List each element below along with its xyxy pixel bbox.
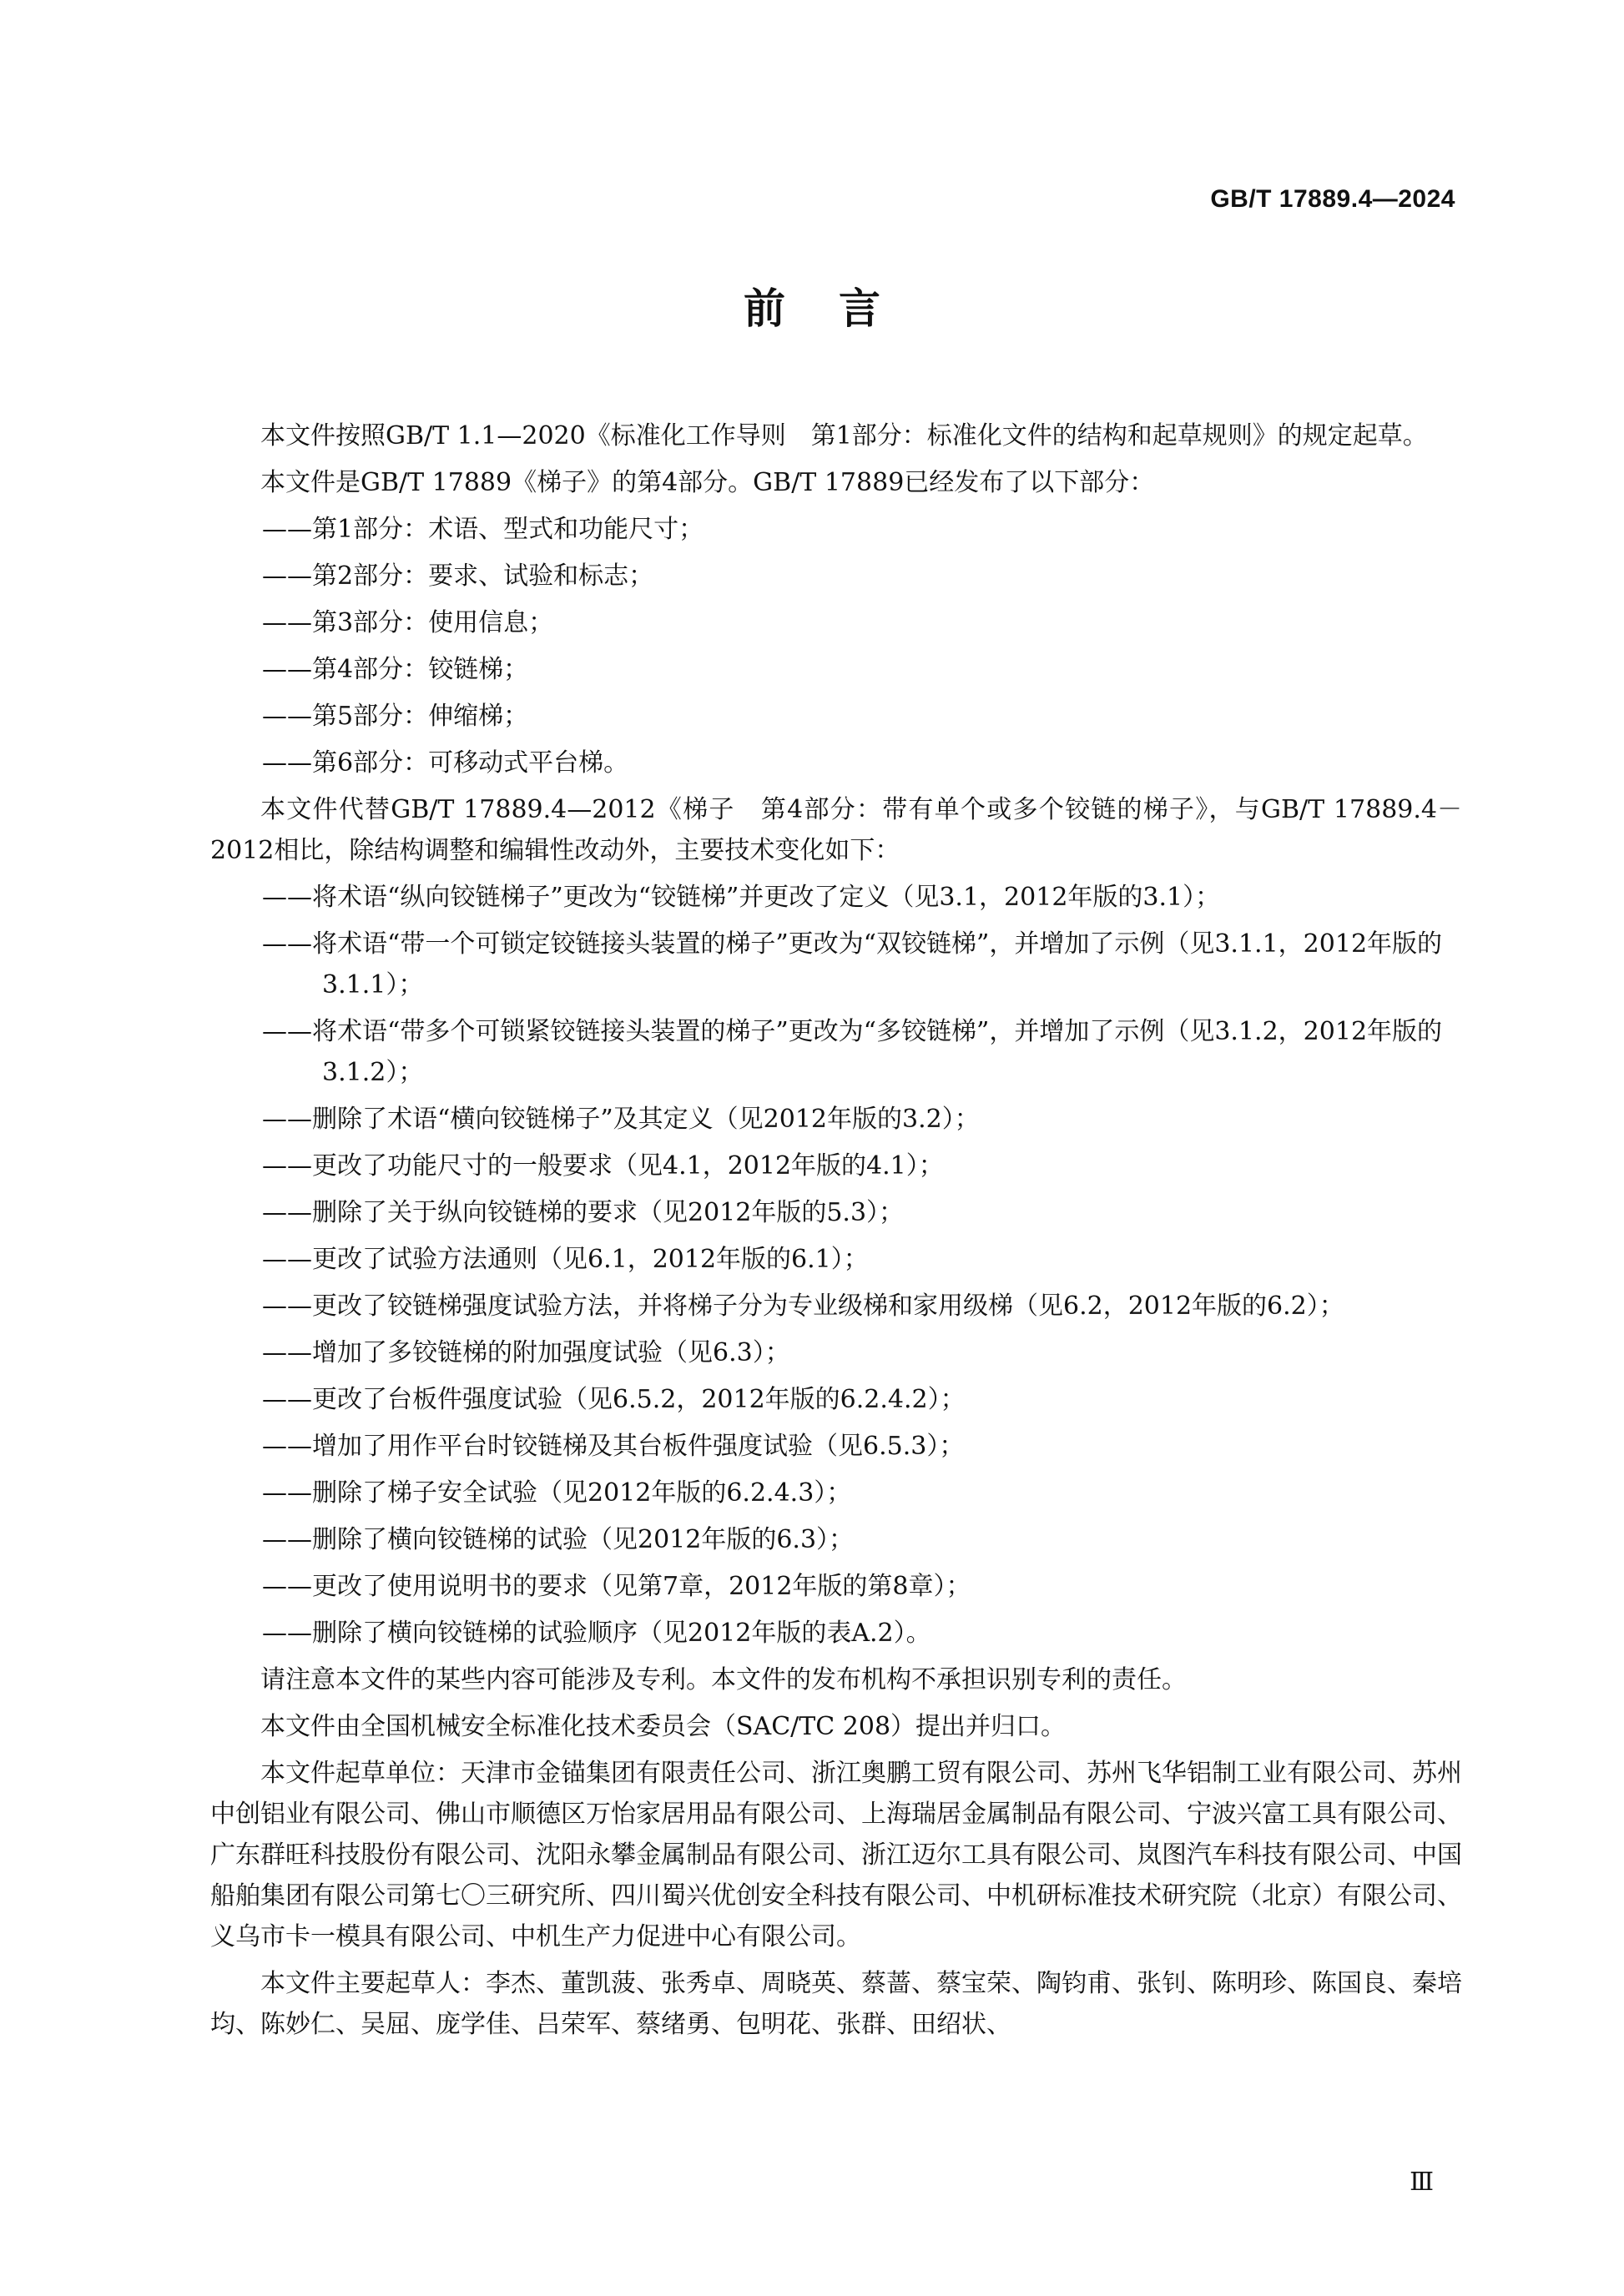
list-item: ——增加了多铰链梯的附加强度试验（见6.3）； [262,1338,790,1367]
list-item: ——更改了台板件强度试验（见6.5.2，2012年版的6.2.4.2）； [262,1385,966,1414]
list-item: ——将术语“带一个可锁定铰链接头装置的梯子”更改为“双铰链梯”，并增加了示例（见3.1.1，2012年版的3.1.1）； [262,929,1443,999]
changes-list [210,877,1462,1654]
replacement-paragraph: 本文件代替GB/T 17889.4—2012《梯子 第4部分：带有单个或多个铰链的梯子》，与GB/T 17889.4－2012相比，除结构调整和编辑性改动外，主要技术变化如下： [210,795,1462,865]
patent-notice: 请注意本文件的某些内容可能涉及专利。本文件的发布机构不承担识别专利的责任。 [260,1665,1187,1694]
list-item: ——更改了试验方法通则（见6.1，2012年版的6.1）； [262,1245,869,1274]
list-item: ——第2部分：要求、试验和标志； [262,561,654,591]
list-item: ——更改了铰链梯强度试验方法，并将梯子分为专业级梯和家用级梯（见6.2，2012年版的6.2）； [262,1292,1344,1321]
list-item: ——将术语“带多个可锁紧铰链接头装置的梯子”更改为“多铰链梯”，并增加了示例（见3.1.2，2012年版的3.1.2）； [262,1017,1443,1087]
intro-paragraph: 本文件按照GB/T 1.1—2020《标准化工作导则 第1部分：标准化文件的结构和起草规则》的规定起草。 [260,421,1428,451]
parts-list [210,509,1462,783]
proposer-paragraph: 本文件由全国机械安全标准化技术委员会（SAC/TC 208）提出并归口。 [260,1712,1067,1741]
list-item: ——将术语“纵向铰链梯子”更改为“铰链梯”并更改了定义（见3.1，2012年版的3.1）； [262,883,1221,912]
list-item: ——删除了术语“横向铰链梯子”及其定义（见2012年版的3.2）； [262,1105,980,1134]
list-item: ——增加了用作平台时铰链梯及其台板件强度试验（见6.5.3）； [262,1432,965,1461]
list-item: ——第1部分：术语、型式和功能尺寸； [262,515,704,544]
page-title: 前言 [744,284,934,333]
drafting-units-paragraph: 本文件起草单位：天津市金锚集团有限责任公司、浙江奥鹏工贸有限公司、苏州飞华铝制工业有限公司、苏州中创铝业有限公司、佛山市顺德区万怡家居用品有限公司、上海瑞居金属制品有限公司、宁波兴富工具有限公司、广东群旺科技股份有限公司、沈阳永攀金属制品有限公司、浙江迈尔工具有限公司、岚图汽车科技有限公司、中国船舶集团有限公司第七〇三研究所、四川蜀兴优创安全科技有限公司、中机研标准技术研究院（北京）有限公司、义乌市卡一模具有限公司、中机生产力促进中心有限公司。 [210,1759,1462,1951]
list-item: ——更改了功能尺寸的一般要求（见4.1，2012年版的4.1）； [262,1151,944,1181]
list-item: ——第6部分：可移动式平台梯。 [262,748,629,778]
list-item: ——删除了梯子安全试验（见2012年版的6.2.4.3）； [262,1478,852,1508]
list-item: ——删除了横向铰链梯的试验（见2012年版的6.3）； [262,1525,855,1554]
intro-paragraph: 本文件是GB/T 17889《梯子》的第4部分。GB/T 17889已经发布了以下部分： [260,468,1155,497]
list-item: ——删除了横向铰链梯的试验顺序（见2012年版的表A.2）。 [262,1619,931,1648]
list-item: ——第5部分：伸缩梯； [262,702,529,731]
page-number: Ⅲ [1410,2168,1434,2197]
list-item: ——更改了使用说明书的要求（见第7章，2012年版的第8章）； [262,1572,971,1601]
list-item: ——第3部分：使用信息； [262,608,554,637]
drafters-paragraph: 本文件主要起草人：李杰、董凯菠、张秀卓、周晓英、蔡蔷、蔡宝荣、陶钧甫、张钊、陈明珍、陈国良、秦培均、陈妙仁、吴屈、庞学佳、吕荣军、蔡绪勇、包明花、张群、田绍状、 [210,1969,1462,2039]
list-item: ——删除了关于纵向铰链梯的要求（见2012年版的5.3）； [262,1198,905,1227]
foreword-body [210,415,1462,2051]
standard-number: GB/T 17889.4—2024 [1210,185,1455,213]
list-item: ——第4部分：铰链梯； [262,655,529,684]
